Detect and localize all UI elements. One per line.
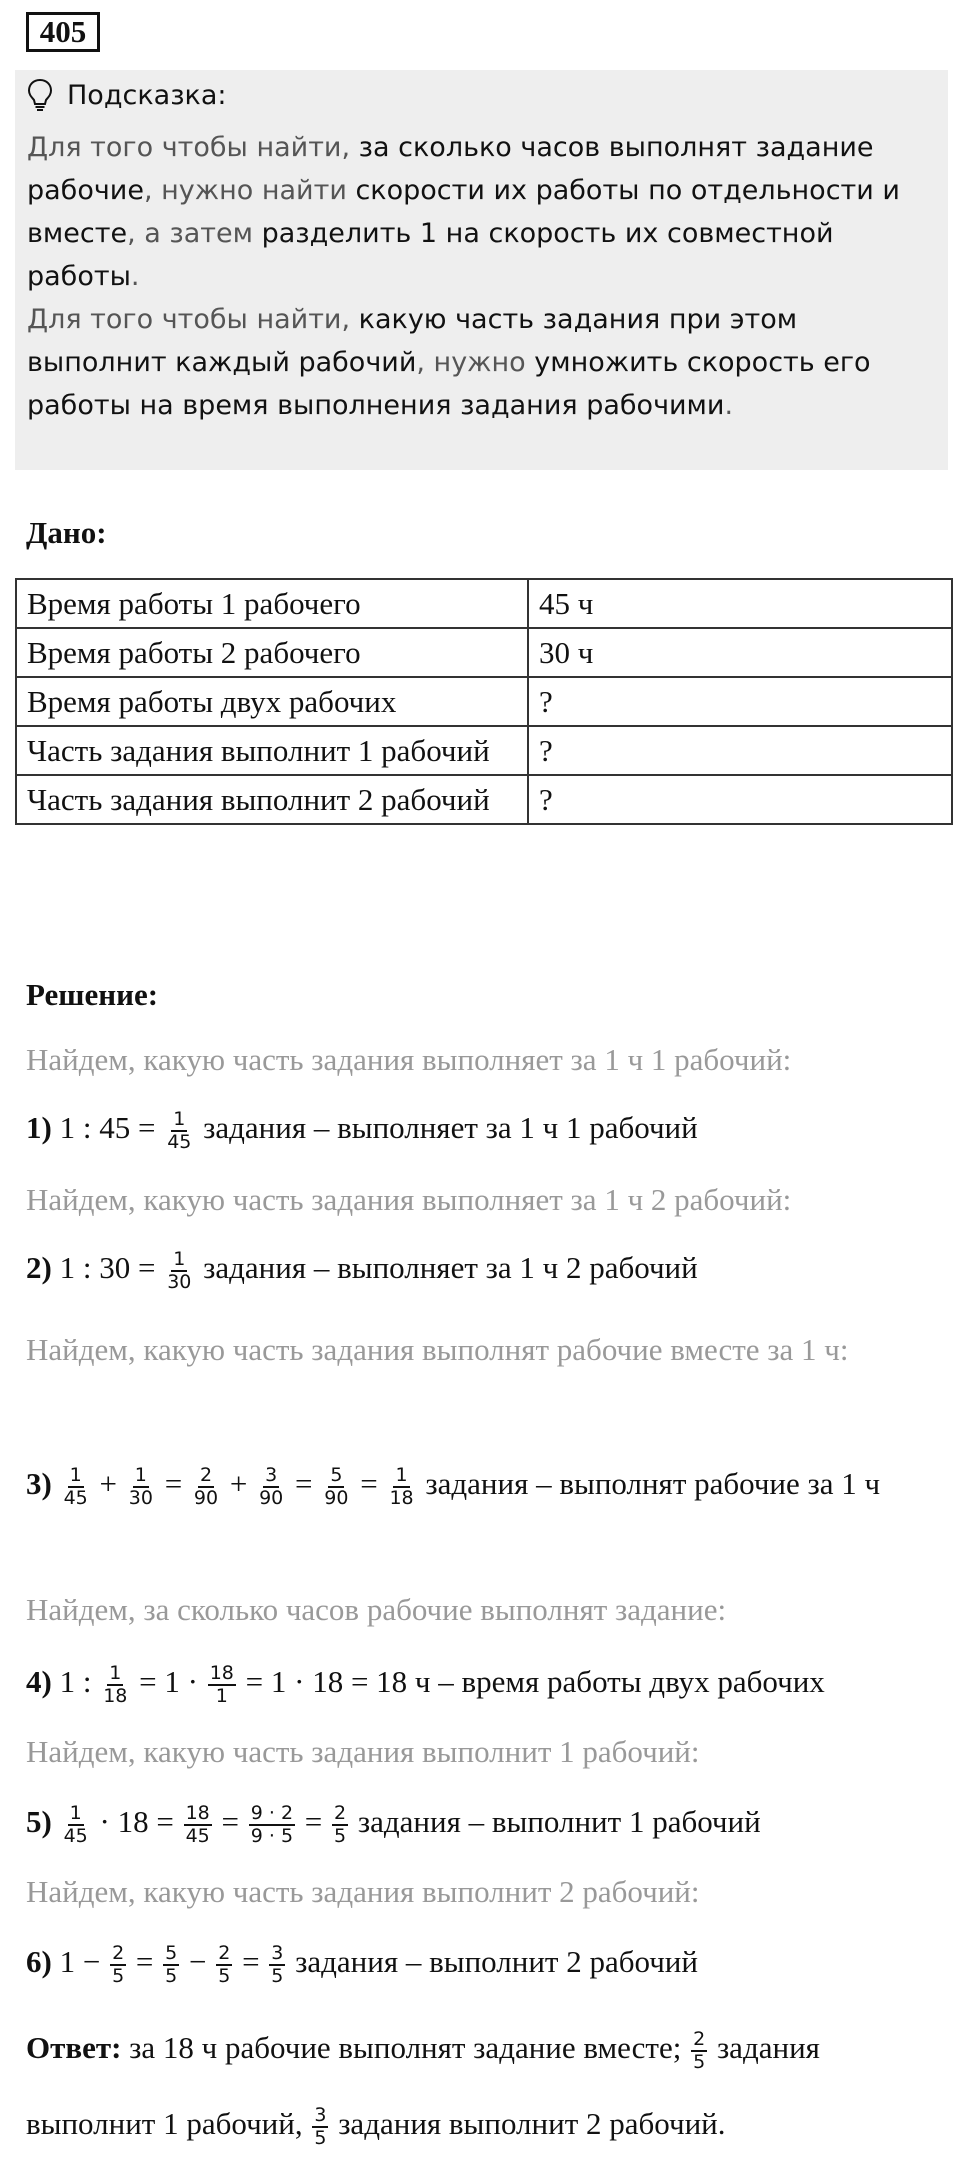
- fraction-denominator: 90: [259, 1486, 284, 1509]
- fraction: [62, 1465, 90, 1509]
- table-cell-value: 45 ч: [528, 579, 952, 628]
- hint-header: [27, 78, 227, 112]
- step-text: 1 : 45 =: [51, 1110, 164, 1145]
- fraction: [322, 1465, 350, 1509]
- table-row: [16, 628, 952, 677]
- answer-text: задания выполнит 2 рабочий.: [330, 2106, 726, 2141]
- operator: =: [297, 1804, 331, 1839]
- fraction-numerator: 18: [185, 1801, 210, 1824]
- fraction-denominator: 30: [167, 1270, 192, 1293]
- table-cell-value: 30 ч: [528, 628, 952, 677]
- fraction-numerator: 2: [199, 1463, 213, 1486]
- fraction-numerator: 9 · 2: [250, 1801, 294, 1824]
- fraction: [184, 1803, 212, 1847]
- fraction-denominator: 5: [112, 1964, 125, 1987]
- step-text: 1 −: [51, 1944, 109, 1979]
- operator: =: [128, 1944, 162, 1979]
- fraction-denominator: 5: [165, 1964, 178, 1987]
- hint-title: Подсказка:: [67, 79, 227, 111]
- fraction-numerator: 5: [330, 1463, 343, 1486]
- hint-paragraph-1: [27, 126, 932, 298]
- step-text: задания – выполнит 2 рабочий: [287, 1944, 698, 1979]
- fraction-numerator: 1: [173, 1107, 186, 1130]
- fraction-numerator: 3: [265, 1463, 278, 1486]
- hint-text-plain: .: [130, 261, 140, 292]
- step-1-intro: Найдем, какую часть задания выполняет за 1 ч 1 рабочий:: [26, 1042, 792, 1077]
- hint-paragraph-2: [27, 298, 932, 427]
- fraction-numerator: 2: [218, 1941, 231, 1964]
- step-text: · 18 =: [91, 1804, 182, 1839]
- table-cell-label: Часть задания выполнит 1 рабочий: [16, 726, 528, 775]
- hint-text-plain: , нужно: [416, 347, 535, 378]
- fraction-denominator: 5: [271, 1964, 284, 1987]
- hint-box: [15, 70, 948, 470]
- step-number: 6): [26, 1944, 52, 1979]
- fraction-denominator: 5: [693, 2050, 706, 2073]
- fraction-numerator: 3: [271, 1941, 284, 1964]
- fraction-denominator: 45: [167, 1130, 192, 1153]
- fraction: [257, 1465, 285, 1509]
- fraction-denominator: 18: [103, 1684, 128, 1707]
- fraction-numerator: 2: [112, 1941, 125, 1964]
- table-row: [16, 726, 952, 775]
- hint-text-emphasis: скорости их работы по отдельности и вместе: [27, 175, 900, 249]
- step-text: задания – выполнят рабочие за 1 ч: [417, 1466, 881, 1501]
- table-row: [16, 677, 952, 726]
- fraction: [163, 1943, 179, 1987]
- fraction-numerator: 2: [693, 2027, 706, 2050]
- fraction: [332, 1803, 348, 1847]
- fraction-denominator: 90: [193, 1486, 219, 1509]
- fraction: [249, 1803, 295, 1847]
- step-number: 5): [26, 1804, 52, 1839]
- fraction-numerator: 1: [134, 1463, 147, 1486]
- hint-text-plain: Для того чтобы найти,: [27, 132, 359, 163]
- answer: [26, 2010, 946, 2162]
- step-number: 4): [26, 1664, 52, 1699]
- table-cell-value: ?: [528, 677, 952, 726]
- operator: =: [352, 1466, 386, 1501]
- hint-text-emphasis: какую часть задания при этом выполнит каждый рабочий: [27, 304, 798, 378]
- fraction-denominator: 9 · 5: [250, 1824, 294, 1847]
- fraction: [127, 1465, 155, 1509]
- fraction-numerator: 1: [69, 1801, 82, 1824]
- fraction-numerator: 1: [395, 1463, 408, 1486]
- operator: =: [287, 1466, 321, 1501]
- hint-text-emphasis: за сколько часов выполнят задание рабочие: [27, 132, 874, 206]
- fraction-numerator: 3: [314, 2103, 327, 2126]
- operator: +: [222, 1466, 256, 1501]
- step-text: = 1 ·: [131, 1664, 206, 1699]
- fraction-denominator: 1: [215, 1684, 228, 1707]
- operator: =: [234, 1944, 268, 1979]
- step-1: [26, 1108, 946, 1153]
- fraction-numerator: 1: [173, 1247, 186, 1270]
- table-cell-value: ?: [528, 775, 952, 824]
- fraction-numerator: 1: [69, 1463, 82, 1486]
- table-cell-label: Время работы 1 рабочего: [16, 579, 528, 628]
- table-cell-label: Время работы 2 рабочего: [16, 628, 528, 677]
- fraction: [101, 1663, 129, 1707]
- fraction-numerator: 18: [209, 1661, 234, 1684]
- table-cell-label: Время работы двух рабочих: [16, 677, 528, 726]
- answer-text: за 18 ч рабочие выполнят задание вместе;: [121, 2030, 690, 2065]
- fraction-denominator: 30: [128, 1486, 153, 1509]
- hint-text-plain: , нужно найти: [143, 175, 356, 206]
- fraction: [387, 1465, 415, 1509]
- fraction-denominator: 5: [314, 2126, 327, 2149]
- fraction-denominator: 5: [334, 1824, 347, 1847]
- fraction-denominator: 18: [389, 1486, 414, 1509]
- fraction-denominator: 5: [218, 1964, 231, 1987]
- lightbulb-icon: [27, 78, 53, 112]
- step-number: 3): [26, 1466, 52, 1501]
- fraction: [691, 2029, 707, 2073]
- given-heading: Дано:: [26, 515, 107, 550]
- fraction: [269, 1943, 285, 1987]
- operator: =: [156, 1466, 190, 1501]
- fraction: [110, 1943, 126, 1987]
- hint-text-plain: .: [724, 390, 734, 421]
- fraction-denominator: 45: [63, 1824, 88, 1847]
- answer-label: Ответ:: [26, 2030, 122, 2065]
- step-6: [26, 1942, 946, 1987]
- step-text: задания – выполняет за 1 ч 2 рабочий: [195, 1250, 698, 1285]
- hint-text-emphasis: умножить скорость его работы на время выполнения задания рабочими: [27, 347, 871, 421]
- step-number: 1): [26, 1110, 52, 1145]
- table-cell-label: Часть задания выполнит 2 рабочий: [16, 775, 528, 824]
- problem-number: 405: [26, 12, 100, 52]
- table-cell-value: ?: [528, 726, 952, 775]
- fraction-denominator: 45: [63, 1486, 88, 1509]
- fraction: [216, 1943, 232, 1987]
- step-3-intro: Найдем, какую часть задания выполнят рабочие вместе за 1 ч:: [26, 1332, 849, 1367]
- given-table: [15, 578, 953, 825]
- operator: +: [91, 1466, 125, 1501]
- step-5-intro: Найдем, какую часть задания выполнит 1 рабочий:: [26, 1734, 700, 1769]
- fraction-numerator: 1: [109, 1661, 122, 1684]
- fraction: [62, 1803, 90, 1847]
- step-4: [26, 1662, 956, 1707]
- fraction: [165, 1249, 193, 1293]
- step-2-intro: Найдем, какую часть задания выполняет за 1 ч 2 рабочий:: [26, 1182, 792, 1217]
- fraction-denominator: 45: [185, 1824, 210, 1847]
- answer-text: задания выполнит 1 рабочий,: [26, 2030, 820, 2141]
- operator: =: [213, 1804, 247, 1839]
- step-number: 2): [26, 1250, 52, 1285]
- step-text: 1 :: [51, 1664, 100, 1699]
- step-text: задания – выполняет за 1 ч 1 рабочий: [195, 1110, 698, 1145]
- fraction: [165, 1109, 193, 1153]
- hint-text-plain: , а затем: [127, 218, 262, 249]
- hint-text-plain: Для того чтобы найти,: [27, 304, 359, 335]
- hint-text-emphasis: разделить 1 на скорость их совместной работы: [27, 218, 834, 292]
- fraction: [312, 2105, 328, 2149]
- fraction-denominator: 90: [324, 1486, 349, 1509]
- table-row: [16, 579, 952, 628]
- fraction: [192, 1465, 220, 1509]
- operator: −: [181, 1944, 215, 1979]
- step-4-intro: Найдем, за сколько часов рабочие выполнят задание:: [26, 1592, 727, 1627]
- hint-text: [27, 126, 932, 427]
- solution-heading: Решение:: [26, 977, 159, 1012]
- step-text: задания – выполнит 1 рабочий: [350, 1804, 761, 1839]
- step-text: = 1 · 18 = 18 ч – время работы двух рабочих: [237, 1664, 825, 1699]
- fraction: [208, 1663, 236, 1707]
- fraction-numerator: 2: [334, 1801, 347, 1824]
- step-text: 1 : 30 =: [51, 1250, 164, 1285]
- fraction-numerator: 5: [165, 1941, 178, 1964]
- step-6-intro: Найдем, какую часть задания выполнит 2 рабочий:: [26, 1874, 700, 1909]
- table-row: [16, 775, 952, 824]
- step-5: [26, 1802, 946, 1847]
- step-2: [26, 1248, 946, 1293]
- step-3: [26, 1450, 946, 1518]
